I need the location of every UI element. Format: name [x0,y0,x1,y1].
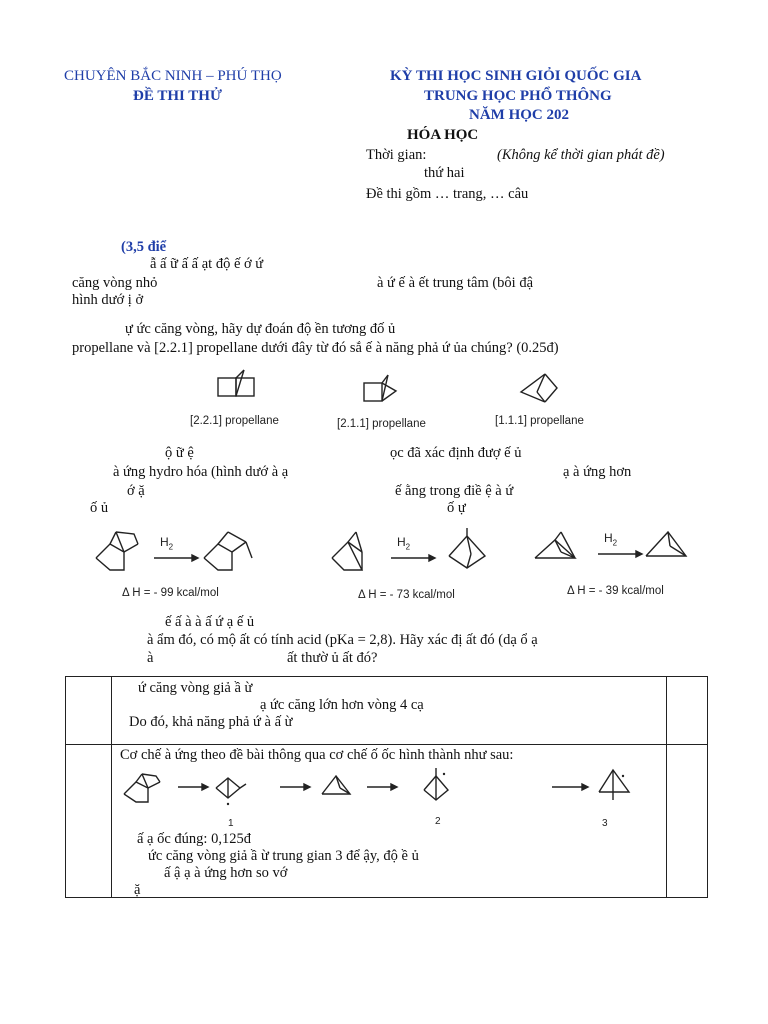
time-label: Thời gian: [366,147,427,163]
question-line: ộ ữ ệ [165,445,194,461]
question-line: propellane và [2.2.1] propellane dưới đây từ đó sắ ế à năng phả ứ ủa chúng? (0.25đ) [72,340,559,356]
intermediate-3-structure [597,764,637,808]
label-111: [1.1.1] propellane [495,415,584,427]
table-row-divider [66,744,707,745]
answer-line: ức căng vòng giả ầ ừ trung gian 3 để ậy, độ ề ủ [148,848,419,864]
question-line: ế ấ à à ấ ứ ạ ế ủ [165,614,255,630]
answer-line: ấ ậ ạ à ứng hơn so vớ [164,865,288,881]
exam-day: thứ hai [424,165,465,181]
question-line: hình dướ ị ở [72,292,144,308]
mechanism-arrow [367,780,397,794]
intermediate-1-number: 1 [228,818,234,829]
product-norbornane-structure [202,530,262,574]
answer-line: ứ căng vòng giả ầ ừ [138,680,253,696]
product-bicyclohexane-structure [445,528,495,574]
reactant-111-structure [533,530,589,570]
mechanism-arrow [280,780,310,794]
intermediate-2-number: 2 [435,816,441,827]
question-line: à [147,650,154,666]
propellane-111-structure [517,372,561,406]
answer-line: Do đó, khả năng phả ứ à ấ ừ [129,714,293,730]
exam-title: KỲ THI HỌC SINH GIỎI QUỐC GIA [390,68,642,84]
time-note: (Không kể thời gian phát đề) [497,147,665,163]
question-line: ố ủ [90,500,109,516]
enthalpy-211: Δ H = - 73 kcal/mol [358,589,455,601]
label-221: [2.2.1] propellane [190,415,279,427]
pages-info: Đề thi gồm … trang, … câu [366,186,529,202]
question-line: ố ự [447,500,466,516]
mechanism-arrow [178,780,208,794]
subject-title: HÓA HỌC [407,127,479,143]
intermediate-3-number: 3 [602,818,608,829]
propellane-211-structure [362,375,412,407]
h2-label: $H_2$ [397,535,411,552]
mechanism-structure [320,772,360,806]
answer-line: ấ ạ ốc đúng: 0,125đ [137,831,251,847]
question-line: à ứ ế à ết trung tâm (bôi đậ [377,275,534,291]
question-line: ất thườ ủ ất đó? [287,650,378,666]
product-bicyclopentane-structure [644,528,690,568]
h2-label: $H_2$ [604,531,618,548]
question-line: ẫ ấ ữ ấ ấ ạt độ ế ớ ứ [150,256,264,272]
enthalpy-221: Δ H = - 99 kcal/mol [122,587,219,599]
answer-line: Cơ chế à ứng theo đề bài thông qua cơ chế ố ốc hình thành như sau: [120,747,514,763]
mechanism-reactant-structure [122,774,172,808]
question-line: ự ức căng vòng, hãy dự đoán độ ền tương đố ủ [125,321,396,337]
reaction-arrow [596,536,642,566]
question-line: à ẩm đó, có mộ ất có tính acid (pKa = 2,8). Hãy xác đị ất đó (dạ ổ ạ [147,632,538,648]
mechanism-arrow [552,780,588,794]
question-line: ạ à ứng hơn [563,464,632,480]
h2-label: $H_2$ [160,535,174,552]
question-line: ế ằng trong điề ệ à ứ [395,483,514,499]
question-line: căng vòng nhỏ [72,275,158,291]
doc-type: ĐỀ THI THỬ [133,88,222,104]
question-points: (3,5 điể [121,239,167,255]
label-211: [2.1.1] propellane [337,418,426,430]
table-column-divider [666,677,667,897]
reaction-arrow [152,540,198,570]
reaction-arrow [389,540,435,570]
propellane-221-structure [214,368,274,404]
question-line: à ứng hydro hóa (hình dướ à ạ [113,464,289,480]
answer-line: ặ [134,882,141,898]
exam-year: NĂM HỌC 202 [469,107,569,123]
question-line: ớ ặ [127,483,145,499]
reactant-221-structure [94,530,154,574]
reactant-211-structure [330,530,380,574]
intermediate-1-structure [212,772,252,812]
enthalpy-111: Δ H = - 39 kcal/mol [567,585,664,597]
exam-level: TRUNG HỌC PHỔ THÔNG [424,88,612,104]
table-column-divider [111,677,112,897]
school-name: CHUYÊN BẮC NINH – PHÚ THỌ [64,68,282,84]
intermediate-2-structure [420,764,460,808]
question-line: ọc đã xác định đượ ế ủ [390,445,522,461]
answer-line: ạ ức căng lớn hơn vòng 4 cạ [260,697,424,713]
